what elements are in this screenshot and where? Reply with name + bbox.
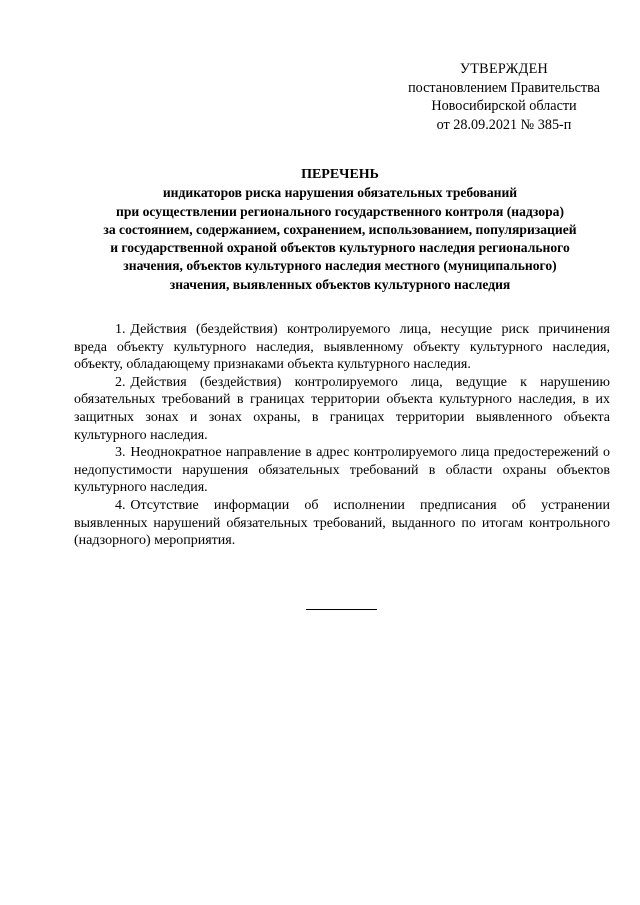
item-text: Действия (бездействия) контролируемого лица, ведущие к нарушению обязательных требований в границах территории объекта культурного наследия, в их защитных зонах и зонах охраны, в границах территории выявленного объекта культурного наследия.: [74, 374, 610, 443]
approval-status: УТВЕРЖДЕН: [459, 61, 549, 77]
item-number: 3.: [115, 445, 126, 461]
item-number: 4.: [115, 497, 126, 513]
title-line: при осуществлении регионального государственного контроля (надзора): [116, 203, 564, 219]
title-line: значения, выявленных объектов культурного наследия: [169, 276, 511, 292]
list-item: [74, 321, 610, 374]
document-title: [62, 166, 618, 294]
indicator-list: [74, 321, 610, 550]
item-number: 2.: [115, 374, 126, 390]
approval-line-region: Новосибирской области: [431, 98, 577, 114]
item-number: 1.: [115, 322, 126, 337]
title-line: значения, объектов культурного наследия местного (муниципального): [123, 258, 557, 274]
approval-stamp: [380, 60, 628, 134]
end-of-document-line: [306, 609, 377, 610]
item-text: Отсутствие информации об исполнении предписания об устранении выявленных нарушений обязательных требований, выданного по итогам контрольного (надзорного) мероприятия.: [74, 497, 610, 549]
item-text: Действия (бездействия) контролируемого лица, несущие риск причинения вреда объекту культурного наследия, выявленному объекту культурного наследия, объекту, обладающему признаками объекта культурного наследия.: [74, 322, 610, 373]
approval-line-decree: постановлением Правительства: [408, 79, 600, 96]
title-line: и государственной охраной объектов культурного наследия регионального: [110, 240, 570, 256]
list-item: [74, 497, 610, 550]
list-item: [74, 374, 610, 444]
approval-line-date-number: от 28.09.2021 № 385-п: [436, 116, 572, 133]
title-line: за состоянием, содержанием, сохранением, использованием, популяризацией: [103, 221, 577, 237]
list-item: [74, 444, 610, 497]
item-text: Неоднократное направление в адрес контролируемого лица предостережений о недопустимости нарушения обязательных требований в области охраны объектов культурного наследия.: [74, 445, 610, 496]
title-heading: ПЕРЕЧЕНЬ: [301, 167, 379, 182]
title-line: индикаторов риска нарушения обязательных требований: [162, 185, 518, 201]
